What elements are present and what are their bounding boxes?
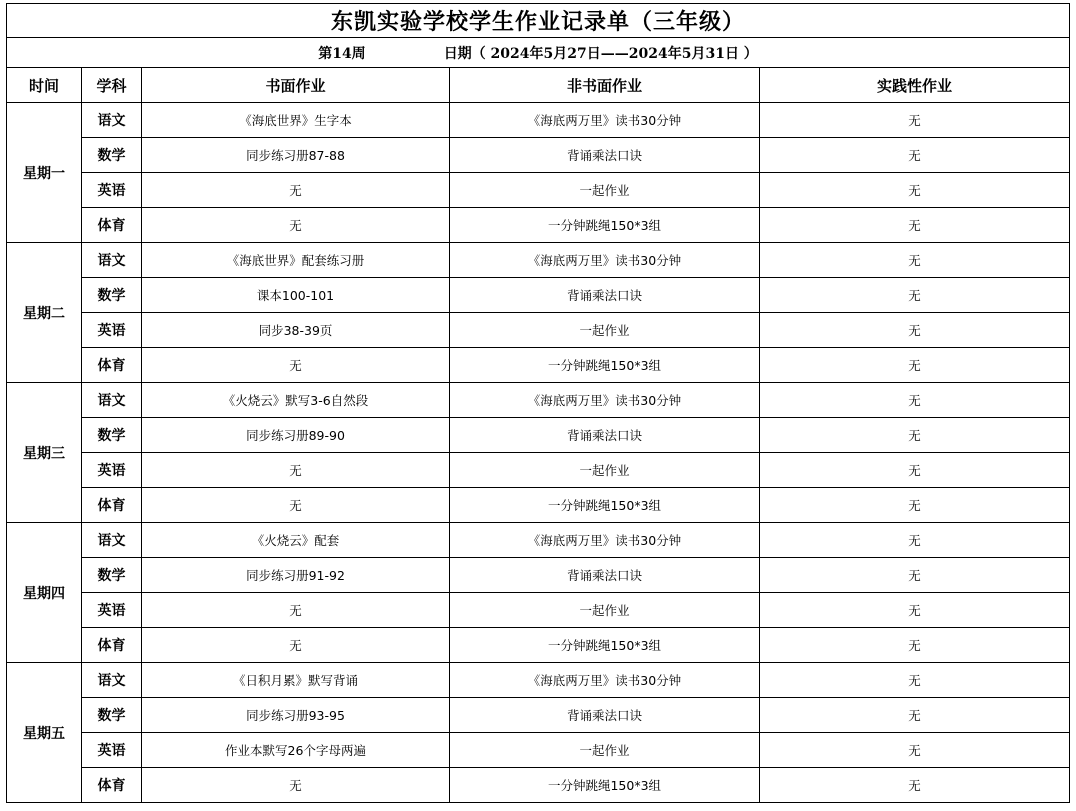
table-row xyxy=(7,558,1070,593)
written-cell: 无 xyxy=(142,173,450,208)
practical-cell: 无 xyxy=(760,173,1070,208)
written-cell: 无 xyxy=(142,488,450,523)
subject-cell: 语文 xyxy=(82,383,142,418)
table-row xyxy=(7,348,1070,383)
subject-cell: 数学 xyxy=(82,558,142,593)
written-cell: 《火烧云》配套 xyxy=(142,523,450,558)
subject-cell: 体育 xyxy=(82,628,142,663)
header-time: 时间 xyxy=(7,68,82,103)
table-row xyxy=(7,278,1070,313)
written-cell: 无 xyxy=(142,453,450,488)
non-written-cell: 背诵乘法口诀 xyxy=(450,418,760,453)
non-written-cell: 背诵乘法口诀 xyxy=(450,698,760,733)
date-range: 日期（ 2024年5月27日——2024年5月31日 ） xyxy=(443,45,758,62)
non-written-cell: 《海底两万里》读书30分钟 xyxy=(450,243,760,278)
non-written-cell: 《海底两万里》读书30分钟 xyxy=(450,383,760,418)
practical-cell: 无 xyxy=(760,138,1070,173)
table-row xyxy=(7,418,1070,453)
written-cell: 《日积月累》默写背诵 xyxy=(142,663,450,698)
table-body xyxy=(7,103,1070,803)
table-row xyxy=(7,663,1070,698)
subject-cell: 英语 xyxy=(82,313,142,348)
table-row xyxy=(7,593,1070,628)
written-cell: 《海底世界》生字本 xyxy=(142,103,450,138)
table-row xyxy=(7,698,1070,733)
written-cell: 无 xyxy=(142,208,450,243)
day-cell: 星期五 xyxy=(7,663,82,803)
header-subject: 学科 xyxy=(82,68,142,103)
practical-cell: 无 xyxy=(760,488,1070,523)
table-row xyxy=(7,488,1070,523)
subject-cell: 英语 xyxy=(82,593,142,628)
written-cell: 同步练习册93-95 xyxy=(142,698,450,733)
non-written-cell: 《海底两万里》读书30分钟 xyxy=(450,103,760,138)
written-cell: 同步练习册89-90 xyxy=(142,418,450,453)
practical-cell: 无 xyxy=(760,593,1070,628)
header-practical: 实践性作业 xyxy=(760,68,1070,103)
written-cell: 课本100-101 xyxy=(142,278,450,313)
non-written-cell: 一分钟跳绳150*3组 xyxy=(450,348,760,383)
day-cell: 星期三 xyxy=(7,383,82,523)
written-cell: 同步38-39页 xyxy=(142,313,450,348)
table-row xyxy=(7,453,1070,488)
header-written: 书面作业 xyxy=(142,68,450,103)
subject-cell: 体育 xyxy=(82,208,142,243)
non-written-cell: 一分钟跳绳150*3组 xyxy=(450,488,760,523)
non-written-cell: 一分钟跳绳150*3组 xyxy=(450,768,760,803)
table-row xyxy=(7,383,1070,418)
non-written-cell: 一起作业 xyxy=(450,173,760,208)
non-written-cell: 一起作业 xyxy=(450,593,760,628)
practical-cell: 无 xyxy=(760,278,1070,313)
practical-cell: 无 xyxy=(760,348,1070,383)
written-cell: 《火烧云》默写3-6自然段 xyxy=(142,383,450,418)
written-cell: 《海底世界》配套练习册 xyxy=(142,243,450,278)
written-cell: 无 xyxy=(142,768,450,803)
practical-cell: 无 xyxy=(760,768,1070,803)
non-written-cell: 背诵乘法口诀 xyxy=(450,278,760,313)
written-cell: 无 xyxy=(142,628,450,663)
practical-cell: 无 xyxy=(760,243,1070,278)
practical-cell: 无 xyxy=(760,523,1070,558)
subject-cell: 语文 xyxy=(82,523,142,558)
table-row xyxy=(7,733,1070,768)
non-written-cell: 一起作业 xyxy=(450,733,760,768)
day-cell: 星期一 xyxy=(7,103,82,243)
subject-cell: 体育 xyxy=(82,768,142,803)
subject-cell: 数学 xyxy=(82,418,142,453)
day-cell: 星期二 xyxy=(7,243,82,383)
subject-cell: 体育 xyxy=(82,488,142,523)
written-cell: 作业本默写26个字母两遍 xyxy=(142,733,450,768)
practical-cell: 无 xyxy=(760,383,1070,418)
table-row xyxy=(7,173,1070,208)
practical-cell: 无 xyxy=(760,103,1070,138)
subject-cell: 体育 xyxy=(82,348,142,383)
non-written-cell: 一起作业 xyxy=(450,453,760,488)
non-written-cell: 一分钟跳绳150*3组 xyxy=(450,208,760,243)
table-row xyxy=(7,523,1070,558)
written-cell: 同步练习册91-92 xyxy=(142,558,450,593)
practical-cell: 无 xyxy=(760,313,1070,348)
table-row xyxy=(7,768,1070,803)
sheet-title: 东凯实验学校学生作业记录单（三年级） xyxy=(7,4,1070,38)
written-cell: 无 xyxy=(142,348,450,383)
non-written-cell: 背诵乘法口诀 xyxy=(450,558,760,593)
table-row xyxy=(7,243,1070,278)
table-row xyxy=(7,138,1070,173)
written-cell: 无 xyxy=(142,593,450,628)
practical-cell: 无 xyxy=(760,698,1070,733)
practical-cell: 无 xyxy=(760,208,1070,243)
subject-cell: 英语 xyxy=(82,173,142,208)
practical-cell: 无 xyxy=(760,453,1070,488)
subject-cell: 英语 xyxy=(82,733,142,768)
homework-record-table xyxy=(6,3,1070,803)
non-written-cell: 《海底两万里》读书30分钟 xyxy=(450,663,760,698)
subject-cell: 英语 xyxy=(82,453,142,488)
week-label: 第14周 xyxy=(318,45,366,62)
table-row xyxy=(7,628,1070,663)
non-written-cell: 一起作业 xyxy=(450,313,760,348)
practical-cell: 无 xyxy=(760,558,1070,593)
table-row xyxy=(7,208,1070,243)
non-written-cell: 《海底两万里》读书30分钟 xyxy=(450,523,760,558)
subject-cell: 语文 xyxy=(82,663,142,698)
practical-cell: 无 xyxy=(760,418,1070,453)
subject-cell: 数学 xyxy=(82,138,142,173)
table-row xyxy=(7,313,1070,348)
subject-cell: 语文 xyxy=(82,243,142,278)
practical-cell: 无 xyxy=(760,733,1070,768)
day-cell: 星期四 xyxy=(7,523,82,663)
week-date-line xyxy=(7,38,1070,68)
subject-cell: 数学 xyxy=(82,698,142,733)
subject-cell: 语文 xyxy=(82,103,142,138)
subject-cell: 数学 xyxy=(82,278,142,313)
table-row xyxy=(7,103,1070,138)
practical-cell: 无 xyxy=(760,628,1070,663)
non-written-cell: 一分钟跳绳150*3组 xyxy=(450,628,760,663)
practical-cell: 无 xyxy=(760,663,1070,698)
header-non-written: 非书面作业 xyxy=(450,68,760,103)
non-written-cell: 背诵乘法口诀 xyxy=(450,138,760,173)
written-cell: 同步练习册87-88 xyxy=(142,138,450,173)
